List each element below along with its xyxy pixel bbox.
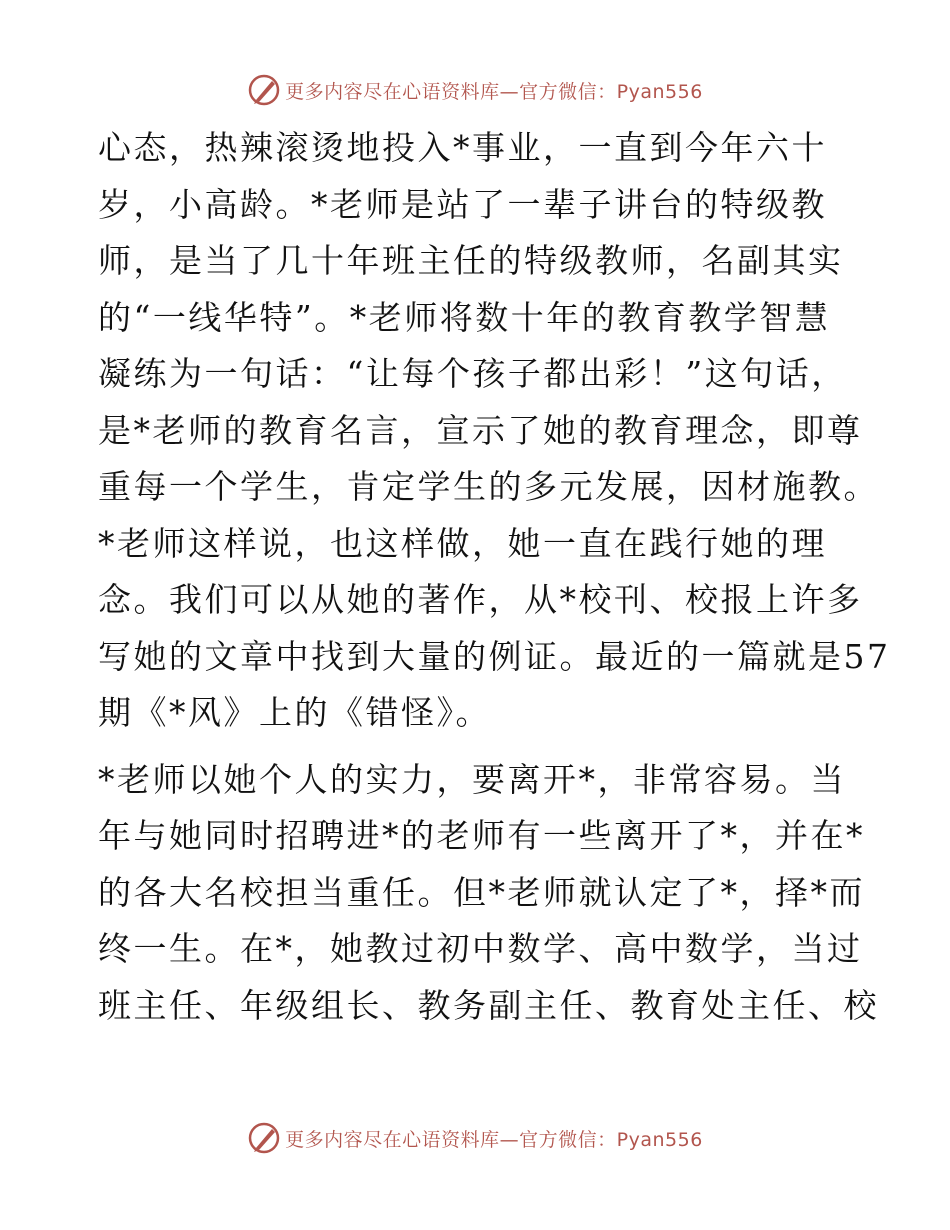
text-line: 写她的文章中找到大量的例证。最近的一篇就是57 [98, 636, 891, 676]
text-line: 岁，小高龄。*老师是站了一辈子讲台的特级教 [98, 184, 827, 224]
text-line: 年与她同时招聘进*的老师有一些离开了*，并在* [98, 816, 865, 855]
footer-banner-text: 更多内容尽在心语资料库—官方微信：Pyan556 [285, 1128, 703, 1151]
header-banner [0, 70, 950, 110]
header-banner-text: 更多内容尽在心语资料库—官方微信：Pyan556 [285, 80, 703, 103]
text-line: 师，是当了几十年班主任的特级教师，名副其实 [98, 241, 844, 280]
text-line: 的“一线华特”。*老师将数十年的教育教学智慧 [98, 297, 831, 337]
document-body [98, 120, 891, 1034]
text-line: 重每一个学生，肯定学生的多元发展，因材施教。 [98, 467, 879, 506]
footer-banner [0, 1118, 950, 1158]
text-line: *老师以她个人的实力，要离开*，非常容易。当 [98, 759, 846, 799]
text-line: 终一生。在*，她教过初中数学、高中数学，当过 [98, 929, 863, 968]
text-line: 念。我们可以从她的著作，从*校刊、校报上许多 [98, 580, 863, 619]
text-line: 心态，热辣滚烫地投入*事业，一直到今年六十 [98, 128, 827, 167]
paragraph-2 [98, 752, 878, 1035]
text-line: 的各大名校担当重任。但*老师就认定了*，择*而 [98, 872, 865, 912]
text-line: 凝练为一句话：“让每个孩子都出彩！”这句话， [98, 354, 847, 393]
pen-logo-icon [247, 73, 281, 107]
paragraph-1 [98, 120, 891, 742]
text-line: 期《*风》上的《错怪》。 [98, 693, 491, 732]
text-line: 是*老师的教育名言，宣示了她的教育理念，即尊 [98, 410, 863, 450]
pen-logo-icon [247, 1121, 281, 1155]
text-line: 班主任、年级组长、教务副主任、教育处主任、校 [98, 985, 879, 1025]
text-line: *老师这样说，也这样做，她一直在践行她的理 [98, 523, 827, 563]
